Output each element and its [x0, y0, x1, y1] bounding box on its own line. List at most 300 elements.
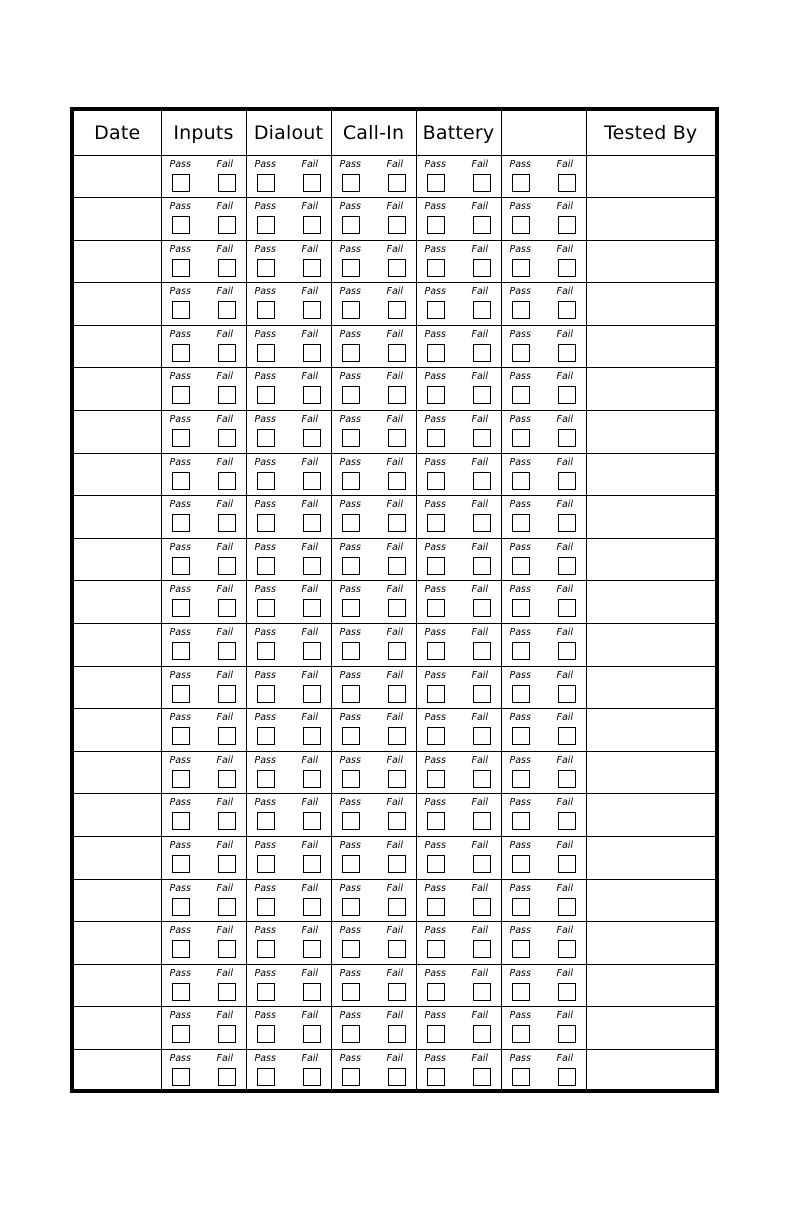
fail-checkbox[interactable]	[558, 1025, 576, 1043]
fail-checkbox[interactable]	[473, 344, 491, 362]
tested-by-cell[interactable]	[586, 964, 715, 1007]
pass-checkbox[interactable]	[172, 557, 190, 575]
pass-checkbox[interactable]	[512, 812, 530, 830]
pass-checkbox[interactable]	[172, 174, 190, 192]
pass-checkbox[interactable]	[172, 812, 190, 830]
pass-fail-group	[332, 241, 416, 283]
pass-checkbox[interactable]	[257, 514, 275, 532]
fail-checkbox[interactable]	[303, 685, 321, 703]
pass-checkbox[interactable]	[342, 599, 360, 617]
tested-by-cell[interactable]	[586, 496, 715, 539]
pass-checkbox[interactable]	[512, 642, 530, 660]
pass-checkbox[interactable]	[342, 429, 360, 447]
pass-checkbox[interactable]	[512, 557, 530, 575]
fail-checkbox[interactable]	[558, 685, 576, 703]
date-cell[interactable]	[74, 751, 161, 794]
pass-checkbox[interactable]	[172, 472, 190, 490]
fail-checkbox[interactable]	[303, 514, 321, 532]
pass-checkbox[interactable]	[512, 344, 530, 362]
pass-label: Pass	[424, 627, 446, 639]
pass-checkbox[interactable]	[172, 344, 190, 362]
pass-checkbox[interactable]	[257, 386, 275, 404]
pass-checkbox[interactable]	[172, 685, 190, 703]
fail-checkbox[interactable]	[388, 642, 406, 660]
date-cell[interactable]	[74, 240, 161, 283]
fail-checkbox[interactable]	[218, 983, 236, 1001]
pass-checkbox[interactable]	[427, 599, 445, 617]
date-cell[interactable]	[74, 964, 161, 1007]
date-cell[interactable]	[74, 709, 161, 752]
fail-checkbox[interactable]	[388, 514, 406, 532]
fail-checkbox[interactable]	[218, 386, 236, 404]
pass-label: Pass	[169, 1052, 191, 1064]
pass-checkbox[interactable]	[427, 940, 445, 958]
pass-fail-group	[162, 837, 246, 879]
pass-checkbox[interactable]	[342, 472, 360, 490]
pass-label: Pass	[339, 456, 361, 468]
fail-checkbox[interactable]	[218, 770, 236, 788]
pass-checkbox[interactable]	[427, 216, 445, 234]
pass-checkbox[interactable]	[427, 983, 445, 1001]
pass-checkbox[interactable]	[172, 898, 190, 916]
pass-fail-group	[502, 880, 586, 922]
pass-checkbox[interactable]	[172, 727, 190, 745]
pass-checkbox[interactable]	[342, 1025, 360, 1043]
fail-checkbox[interactable]	[558, 429, 576, 447]
pass-checkbox[interactable]	[257, 174, 275, 192]
pass-checkbox[interactable]	[512, 1025, 530, 1043]
fail-checkbox[interactable]	[558, 855, 576, 873]
pass-checkbox[interactable]	[172, 983, 190, 1001]
fail-checkbox[interactable]	[558, 472, 576, 490]
pass-checkbox[interactable]	[172, 386, 190, 404]
fail-checkbox[interactable]	[218, 472, 236, 490]
pass-checkbox[interactable]	[427, 429, 445, 447]
fail-checkbox[interactable]	[473, 301, 491, 319]
pass-checkbox[interactable]	[512, 1068, 530, 1086]
fail-checkbox[interactable]	[218, 1068, 236, 1086]
fail-checkbox[interactable]	[388, 259, 406, 277]
dialout-result-cell	[246, 198, 331, 241]
date-cell[interactable]	[74, 538, 161, 581]
date-cell[interactable]	[74, 283, 161, 326]
fail-checkbox[interactable]	[388, 216, 406, 234]
dialout-result-cell	[246, 411, 331, 454]
tested-by-cell[interactable]	[586, 709, 715, 752]
fail-checkbox[interactable]	[218, 940, 236, 958]
pass-checkbox[interactable]	[512, 983, 530, 1001]
fail-checkbox[interactable]	[473, 174, 491, 192]
fail-checkbox[interactable]	[218, 1025, 236, 1043]
fail-checkbox[interactable]	[473, 727, 491, 745]
fail-checkbox[interactable]	[303, 642, 321, 660]
pass-checkbox[interactable]	[172, 599, 190, 617]
fail-label: Fail	[471, 158, 489, 170]
pass-checkbox[interactable]	[512, 685, 530, 703]
pass-checkbox[interactable]	[342, 685, 360, 703]
fail-checkbox[interactable]	[388, 685, 406, 703]
pass-checkbox[interactable]	[342, 344, 360, 362]
pass-checkbox[interactable]	[172, 429, 190, 447]
date-cell[interactable]	[74, 879, 161, 922]
dialout-result-cell	[246, 666, 331, 709]
pass-checkbox[interactable]	[512, 301, 530, 319]
fail-checkbox[interactable]	[303, 940, 321, 958]
pass-checkbox[interactable]	[512, 514, 530, 532]
fail-checkbox[interactable]	[473, 1068, 491, 1086]
pass-checkbox[interactable]	[172, 855, 190, 873]
tested-by-cell[interactable]	[586, 1007, 715, 1050]
pass-checkbox[interactable]	[427, 1068, 445, 1086]
pass-checkbox[interactable]	[257, 344, 275, 362]
fail-checkbox[interactable]	[303, 557, 321, 575]
tested-by-cell[interactable]	[586, 666, 715, 709]
pass-checkbox[interactable]	[342, 983, 360, 1001]
fail-checkbox[interactable]	[303, 812, 321, 830]
battery-header: Battery	[416, 111, 501, 155]
fail-checkbox[interactable]	[218, 898, 236, 916]
fail-checkbox[interactable]	[218, 855, 236, 873]
fail-checkbox[interactable]	[558, 727, 576, 745]
pass-checkbox[interactable]	[172, 940, 190, 958]
pass-checkbox[interactable]	[427, 386, 445, 404]
fail-checkbox[interactable]	[473, 472, 491, 490]
pass-checkbox[interactable]	[172, 1025, 190, 1043]
fail-checkbox[interactable]	[558, 386, 576, 404]
pass-label: Pass	[424, 414, 446, 426]
table-row	[74, 794, 715, 837]
fail-checkbox[interactable]	[303, 174, 321, 192]
fail-checkbox[interactable]	[303, 344, 321, 362]
fail-checkbox[interactable]	[388, 770, 406, 788]
pass-checkbox[interactable]	[257, 812, 275, 830]
fail-checkbox[interactable]	[558, 642, 576, 660]
date-cell[interactable]	[74, 1049, 161, 1092]
fail-checkbox[interactable]	[558, 514, 576, 532]
fail-checkbox[interactable]	[218, 685, 236, 703]
pass-checkbox[interactable]	[172, 216, 190, 234]
pass-fail-group	[417, 454, 501, 496]
fail-label: Fail	[216, 712, 234, 724]
fail-checkbox[interactable]	[303, 301, 321, 319]
pass-checkbox[interactable]	[427, 898, 445, 916]
fail-checkbox[interactable]	[473, 642, 491, 660]
fail-checkbox[interactable]	[388, 174, 406, 192]
pass-checkbox[interactable]	[427, 472, 445, 490]
tested-by-cell[interactable]	[586, 624, 715, 667]
fail-checkbox[interactable]	[218, 174, 236, 192]
pass-checkbox[interactable]	[342, 557, 360, 575]
pass-checkbox[interactable]	[342, 1068, 360, 1086]
pass-checkbox[interactable]	[427, 514, 445, 532]
pass-checkbox[interactable]	[512, 386, 530, 404]
pass-checkbox[interactable]	[172, 770, 190, 788]
fail-checkbox[interactable]	[388, 727, 406, 745]
fail-label: Fail	[556, 414, 574, 426]
fail-checkbox[interactable]	[303, 472, 321, 490]
fail-checkbox[interactable]	[388, 344, 406, 362]
pass-checkbox[interactable]	[257, 940, 275, 958]
pass-checkbox[interactable]	[172, 1068, 190, 1086]
fail-checkbox[interactable]	[388, 301, 406, 319]
pass-checkbox[interactable]	[427, 685, 445, 703]
pass-fail-group	[247, 880, 331, 922]
fail-checkbox[interactable]	[388, 429, 406, 447]
fail-checkbox[interactable]	[303, 898, 321, 916]
tested-by-cell[interactable]	[586, 794, 715, 837]
pass-checkbox[interactable]	[257, 685, 275, 703]
fail-checkbox[interactable]	[473, 514, 491, 532]
pass-checkbox[interactable]	[257, 216, 275, 234]
fail-checkbox[interactable]	[388, 983, 406, 1001]
pass-checkbox[interactable]	[172, 642, 190, 660]
fail-checkbox[interactable]	[388, 898, 406, 916]
date-cell[interactable]	[74, 581, 161, 624]
fail-checkbox[interactable]	[473, 216, 491, 234]
fail-checkbox[interactable]	[558, 216, 576, 234]
pass-checkbox[interactable]	[512, 940, 530, 958]
fail-checkbox[interactable]	[218, 514, 236, 532]
pass-checkbox[interactable]	[342, 259, 360, 277]
fail-checkbox[interactable]	[388, 812, 406, 830]
pass-checkbox[interactable]	[342, 940, 360, 958]
pass-checkbox[interactable]	[257, 770, 275, 788]
tested-by-cell[interactable]	[586, 283, 715, 326]
fail-checkbox[interactable]	[218, 727, 236, 745]
pass-checkbox[interactable]	[257, 599, 275, 617]
fail-checkbox[interactable]	[388, 599, 406, 617]
fail-checkbox[interactable]	[473, 386, 491, 404]
date-cell[interactable]	[74, 368, 161, 411]
pass-checkbox[interactable]	[257, 983, 275, 1001]
date-cell[interactable]	[74, 198, 161, 241]
fail-checkbox[interactable]	[303, 599, 321, 617]
date-cell[interactable]	[74, 1007, 161, 1050]
date-cell[interactable]	[74, 922, 161, 965]
tested-by-cell[interactable]	[586, 453, 715, 496]
fail-label: Fail	[301, 712, 319, 724]
pass-checkbox[interactable]	[427, 344, 445, 362]
fail-checkbox[interactable]	[558, 898, 576, 916]
pass-checkbox[interactable]	[342, 855, 360, 873]
date-cell[interactable]	[74, 794, 161, 837]
pass-checkbox[interactable]	[257, 855, 275, 873]
fail-checkbox[interactable]	[218, 344, 236, 362]
pass-label: Pass	[509, 371, 531, 383]
date-cell[interactable]	[74, 496, 161, 539]
pass-checkbox[interactable]	[427, 812, 445, 830]
pass-checkbox[interactable]	[512, 599, 530, 617]
fail-checkbox[interactable]	[473, 983, 491, 1001]
pass-checkbox[interactable]	[427, 259, 445, 277]
battery-result-cell	[416, 666, 501, 709]
fail-checkbox[interactable]	[473, 599, 491, 617]
fail-label: Fail	[216, 1010, 234, 1022]
date-cell[interactable]	[74, 666, 161, 709]
fail-checkbox[interactable]	[218, 259, 236, 277]
pass-fail-group	[247, 496, 331, 538]
fail-checkbox[interactable]	[558, 983, 576, 1001]
fail-checkbox[interactable]	[303, 259, 321, 277]
pass-checkbox[interactable]	[342, 216, 360, 234]
pass-checkbox[interactable]	[257, 259, 275, 277]
fail-checkbox[interactable]	[473, 259, 491, 277]
table-row	[74, 283, 715, 326]
pass-checkbox[interactable]	[427, 1025, 445, 1043]
pass-checkbox[interactable]	[172, 259, 190, 277]
fail-checkbox[interactable]	[473, 429, 491, 447]
date-cell[interactable]	[74, 155, 161, 198]
fail-checkbox[interactable]	[303, 216, 321, 234]
fail-checkbox[interactable]	[388, 940, 406, 958]
pass-checkbox[interactable]	[342, 174, 360, 192]
pass-checkbox[interactable]	[172, 514, 190, 532]
pass-fail-group	[502, 709, 586, 751]
fail-checkbox[interactable]	[218, 557, 236, 575]
pass-checkbox[interactable]	[512, 216, 530, 234]
pass-checkbox[interactable]	[257, 301, 275, 319]
fail-checkbox[interactable]	[558, 812, 576, 830]
tested-by-cell[interactable]	[586, 922, 715, 965]
fail-checkbox[interactable]	[388, 472, 406, 490]
pass-checkbox[interactable]	[342, 386, 360, 404]
pass-label: Pass	[339, 882, 361, 894]
fail-checkbox[interactable]	[473, 1025, 491, 1043]
callin-result-cell	[331, 538, 416, 581]
fail-checkbox[interactable]	[558, 557, 576, 575]
fail-checkbox[interactable]	[303, 770, 321, 788]
fail-checkbox[interactable]	[558, 259, 576, 277]
tested-by-cell[interactable]	[586, 155, 715, 198]
fail-checkbox[interactable]	[218, 301, 236, 319]
pass-checkbox[interactable]	[342, 514, 360, 532]
fail-checkbox[interactable]	[303, 429, 321, 447]
pass-checkbox[interactable]	[172, 301, 190, 319]
dialout-result-cell	[246, 751, 331, 794]
tested-by-cell[interactable]	[586, 240, 715, 283]
pass-label: Pass	[339, 499, 361, 511]
fail-checkbox[interactable]	[388, 855, 406, 873]
pass-checkbox[interactable]	[257, 1068, 275, 1086]
tested-by-cell[interactable]	[586, 879, 715, 922]
fail-checkbox[interactable]	[303, 855, 321, 873]
fail-checkbox[interactable]	[473, 770, 491, 788]
date-cell[interactable]	[74, 411, 161, 454]
pass-checkbox[interactable]	[342, 770, 360, 788]
pass-checkbox[interactable]	[427, 557, 445, 575]
fail-label: Fail	[386, 286, 404, 298]
fail-checkbox[interactable]	[218, 642, 236, 660]
pass-checkbox[interactable]	[342, 301, 360, 319]
fail-checkbox[interactable]	[558, 940, 576, 958]
fail-checkbox[interactable]	[473, 812, 491, 830]
tested-by-cell[interactable]	[586, 198, 715, 241]
pass-fail-group	[417, 241, 501, 283]
fail-checkbox[interactable]	[558, 770, 576, 788]
tested-by-cell[interactable]	[586, 837, 715, 880]
fail-checkbox[interactable]	[558, 174, 576, 192]
pass-checkbox[interactable]	[512, 770, 530, 788]
fail-checkbox[interactable]	[473, 855, 491, 873]
pass-checkbox[interactable]	[512, 429, 530, 447]
pass-checkbox[interactable]	[257, 429, 275, 447]
pass-checkbox[interactable]	[257, 642, 275, 660]
pass-checkbox[interactable]	[512, 472, 530, 490]
pass-checkbox[interactable]	[427, 301, 445, 319]
pass-checkbox[interactable]	[427, 174, 445, 192]
pass-checkbox[interactable]	[427, 855, 445, 873]
fail-label: Fail	[386, 243, 404, 255]
date-cell[interactable]	[74, 325, 161, 368]
tested-by-cell[interactable]	[586, 538, 715, 581]
fail-checkbox[interactable]	[388, 386, 406, 404]
fail-checkbox[interactable]	[473, 685, 491, 703]
fail-checkbox[interactable]	[558, 599, 576, 617]
fail-checkbox[interactable]	[303, 727, 321, 745]
tested-by-cell[interactable]	[586, 1049, 715, 1092]
fail-checkbox[interactable]	[303, 1068, 321, 1086]
pass-checkbox[interactable]	[512, 727, 530, 745]
pass-checkbox[interactable]	[257, 557, 275, 575]
pass-checkbox[interactable]	[257, 727, 275, 745]
pass-checkbox[interactable]	[427, 770, 445, 788]
fail-checkbox[interactable]	[388, 557, 406, 575]
pass-checkbox[interactable]	[257, 898, 275, 916]
date-cell[interactable]	[74, 837, 161, 880]
fail-checkbox[interactable]	[388, 1025, 406, 1043]
fail-checkbox[interactable]	[473, 898, 491, 916]
tested-by-cell[interactable]	[586, 581, 715, 624]
pass-checkbox[interactable]	[342, 812, 360, 830]
fail-checkbox[interactable]	[473, 940, 491, 958]
fail-checkbox[interactable]	[558, 344, 576, 362]
date-cell[interactable]	[74, 624, 161, 667]
fail-checkbox[interactable]	[218, 429, 236, 447]
pass-checkbox[interactable]	[257, 1025, 275, 1043]
pass-fail-group	[162, 241, 246, 283]
fail-checkbox[interactable]	[218, 599, 236, 617]
pass-checkbox[interactable]	[342, 642, 360, 660]
pass-checkbox[interactable]	[257, 472, 275, 490]
pass-checkbox[interactable]	[512, 898, 530, 916]
tested-by-cell[interactable]	[586, 751, 715, 794]
tested-by-cell[interactable]	[586, 325, 715, 368]
fail-checkbox[interactable]	[303, 983, 321, 1001]
pass-checkbox[interactable]	[512, 855, 530, 873]
fail-checkbox[interactable]	[558, 301, 576, 319]
tested-by-cell[interactable]	[586, 411, 715, 454]
pass-label: Pass	[339, 371, 361, 383]
fail-checkbox[interactable]	[473, 557, 491, 575]
fail-label: Fail	[386, 499, 404, 511]
dialout-result-cell	[246, 538, 331, 581]
pass-checkbox[interactable]	[427, 642, 445, 660]
pass-checkbox[interactable]	[342, 727, 360, 745]
fail-checkbox[interactable]	[218, 216, 236, 234]
fail-checkbox[interactable]	[303, 386, 321, 404]
pass-checkbox[interactable]	[342, 898, 360, 916]
fail-checkbox[interactable]	[558, 1068, 576, 1086]
date-cell[interactable]	[74, 453, 161, 496]
pass-checkbox[interactable]	[512, 259, 530, 277]
fail-checkbox[interactable]	[218, 812, 236, 830]
pass-checkbox[interactable]	[427, 727, 445, 745]
fail-checkbox[interactable]	[303, 1025, 321, 1043]
fail-checkbox[interactable]	[388, 1068, 406, 1086]
pass-fail-group	[502, 283, 586, 325]
pass-checkbox[interactable]	[512, 174, 530, 192]
tested-by-cell[interactable]	[586, 368, 715, 411]
